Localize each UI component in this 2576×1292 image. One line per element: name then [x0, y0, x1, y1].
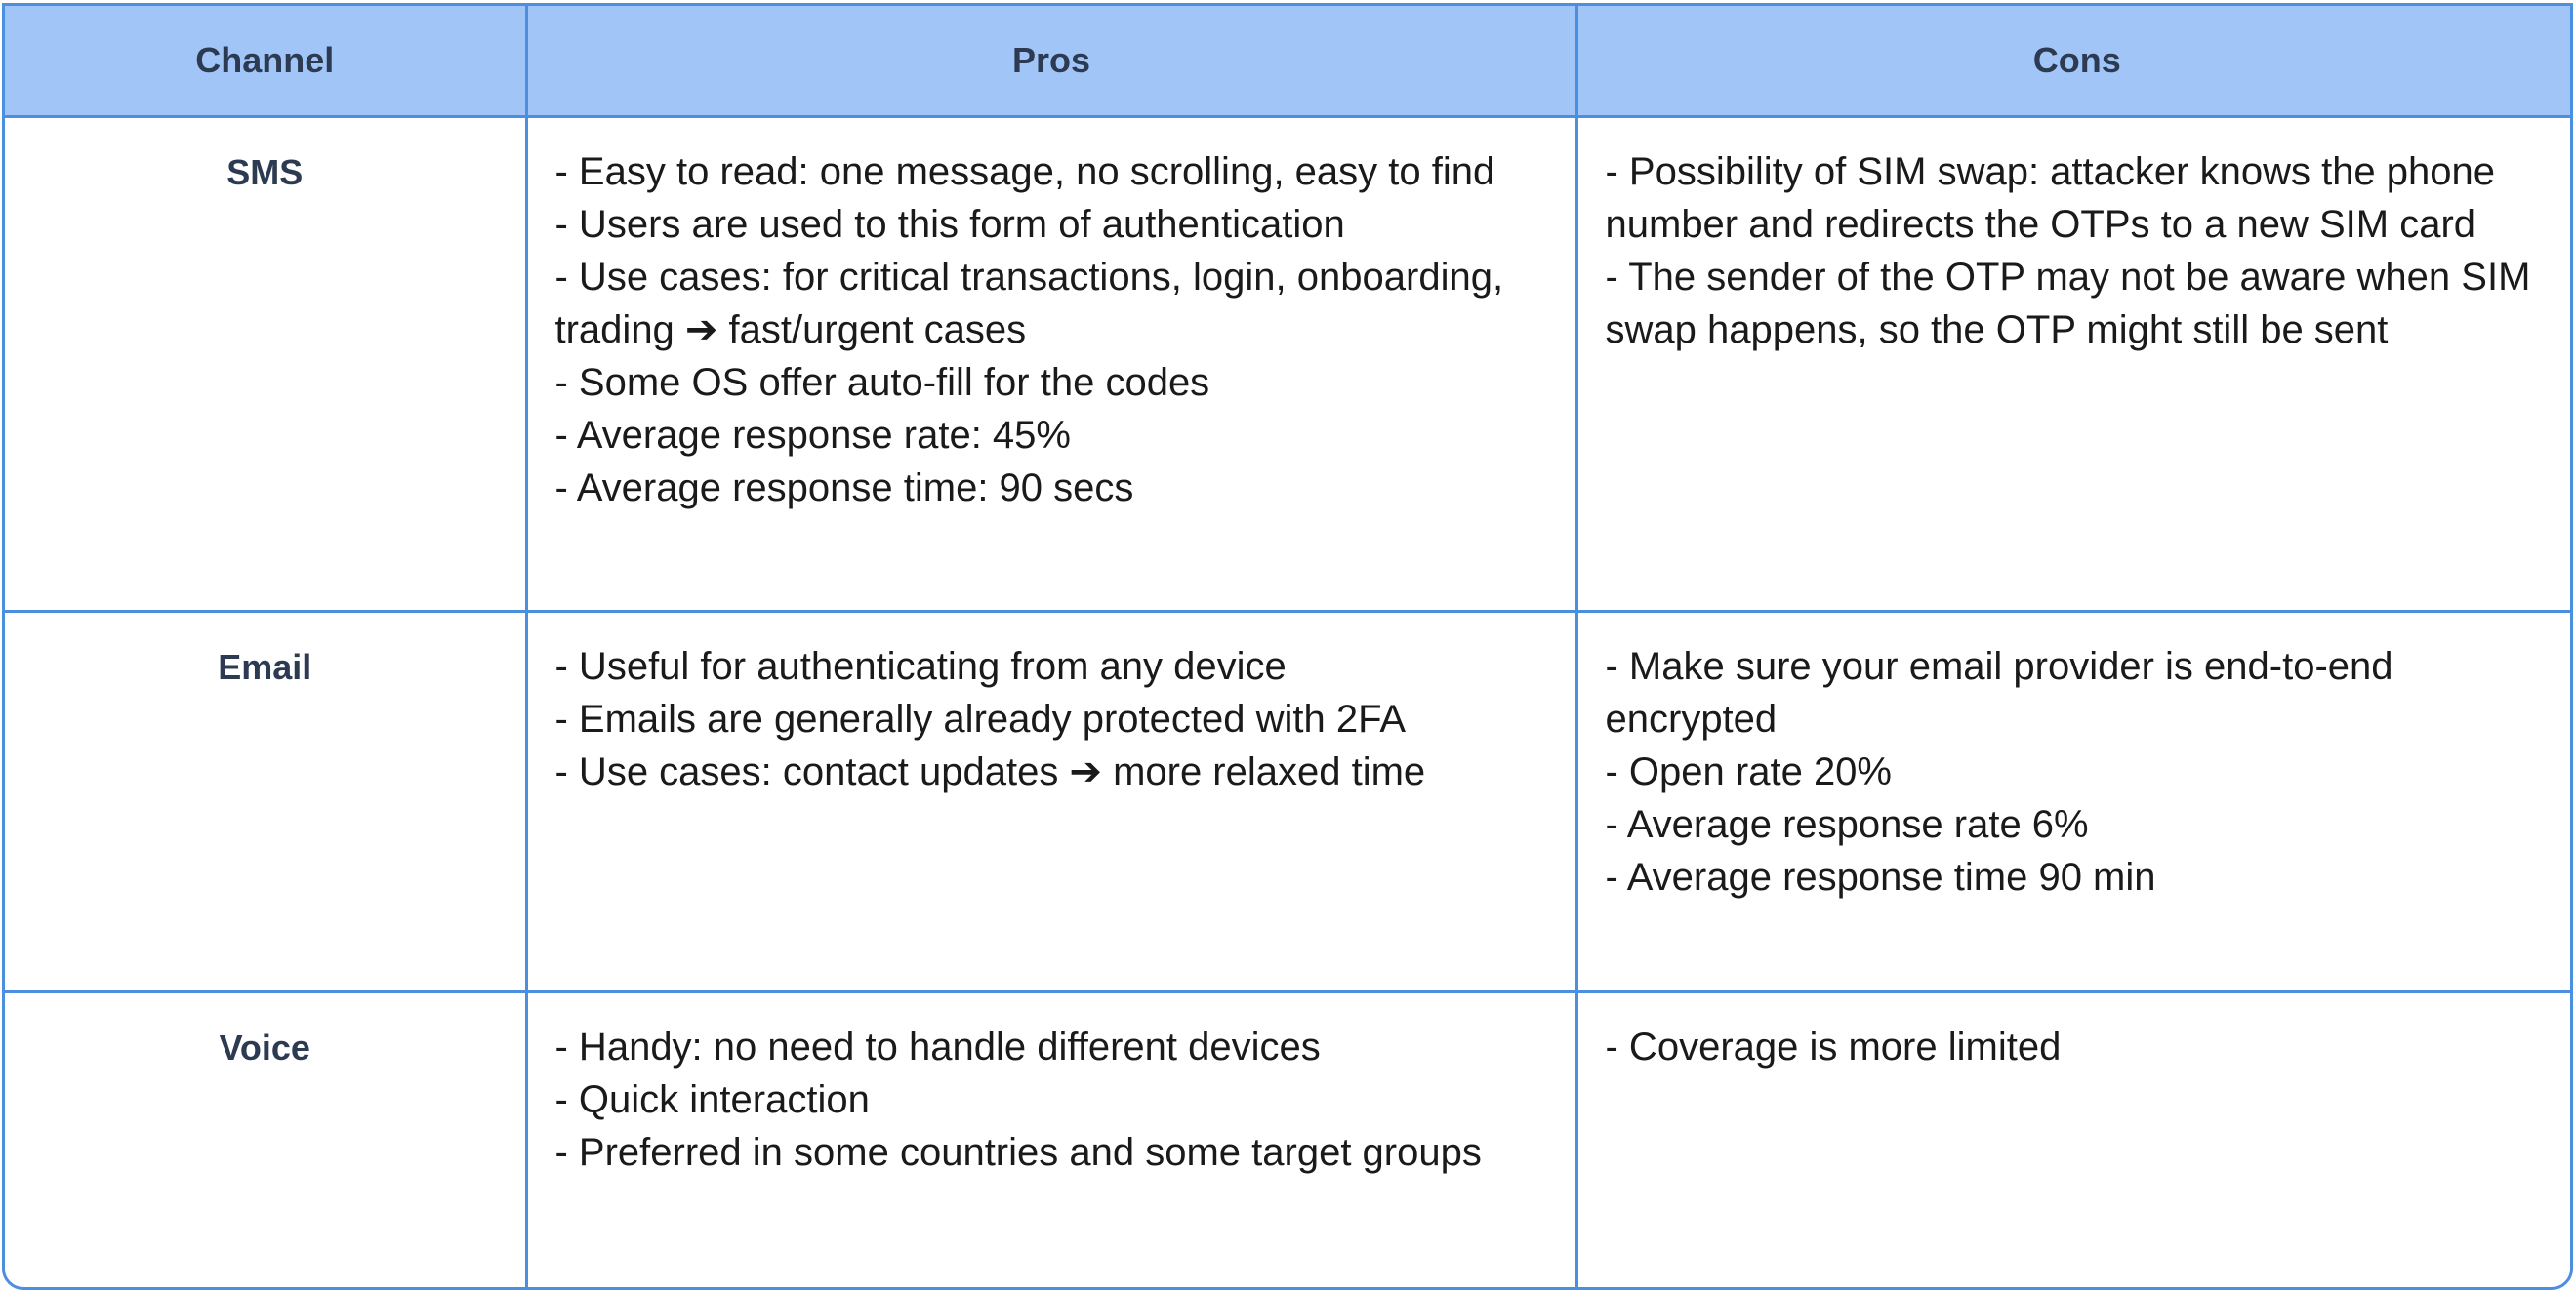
pros-list-email [528, 613, 1575, 798]
cons-list-sms [1578, 118, 2574, 356]
table-row-sms [5, 117, 2573, 612]
list-item: - The sender of the OTP may not be aware when SIM swap happens, so the OTP might still be sent [1605, 256, 2531, 351]
list-item: - Average response rate 6% [1605, 803, 2089, 846]
list-item: - Easy to read: one message, no scrolling, easy to find [554, 150, 1495, 193]
list-item: - Some OS offer auto-fill for the codes [554, 361, 1210, 404]
header-channel: Channel [5, 6, 526, 117]
cons-cell [1576, 117, 2573, 612]
pros-list-voice [528, 993, 1575, 1179]
list-item: - Handy: no need to handle different devices [554, 1026, 1321, 1069]
cons-cell [1576, 992, 2573, 1291]
pros-cell [526, 992, 1576, 1291]
channel-label-sms: SMS [226, 152, 304, 192]
channel-cell [5, 117, 526, 612]
list-item: - Users are used to this form of authentication [554, 203, 1345, 246]
cons-list-email [1578, 613, 2574, 904]
cons-list-voice [1578, 993, 2574, 1073]
table-row-email [5, 612, 2573, 992]
channel-cell [5, 992, 526, 1291]
table-header-row [5, 6, 2573, 117]
channel-label-voice: Voice [219, 1028, 310, 1068]
table-row-voice [5, 992, 2573, 1291]
list-item: - Use cases: for critical transactions, login, onboarding, trading ➔ fast/urgent cases [554, 256, 1504, 351]
header-pros: Pros [526, 6, 1576, 117]
cons-cell [1576, 612, 2573, 992]
channel-label-email: Email [218, 647, 312, 687]
list-item: - Coverage is more limited [1605, 1026, 2062, 1069]
channel-comparison-table [2, 3, 2573, 1290]
pros-list-sms [528, 118, 1575, 514]
pros-cell [526, 612, 1576, 992]
list-item: - Useful for authenticating from any device [554, 645, 1287, 688]
list-item: - Average response rate: 45% [554, 414, 1071, 457]
list-item: - Use cases: contact updates ➔ more relaxed time [554, 750, 1426, 793]
pros-cell [526, 117, 1576, 612]
list-item: - Open rate 20% [1605, 750, 1892, 793]
list-item: - Average response time: 90 secs [554, 466, 1134, 509]
list-item: - Make sure your email provider is end-to-end encrypted [1605, 645, 2393, 741]
list-item: - Average response time 90 min [1605, 856, 2156, 899]
list-item: - Emails are generally already protected with 2FA [554, 698, 1407, 741]
list-item: - Preferred in some countries and some target groups [554, 1131, 1482, 1174]
channel-cell [5, 612, 526, 992]
list-item: - Possibility of SIM swap: attacker knows the phone number and redirects the OTPs to a new SIM card [1605, 150, 2496, 246]
header-cons: Cons [1576, 6, 2573, 117]
list-item: - Quick interaction [554, 1078, 870, 1121]
